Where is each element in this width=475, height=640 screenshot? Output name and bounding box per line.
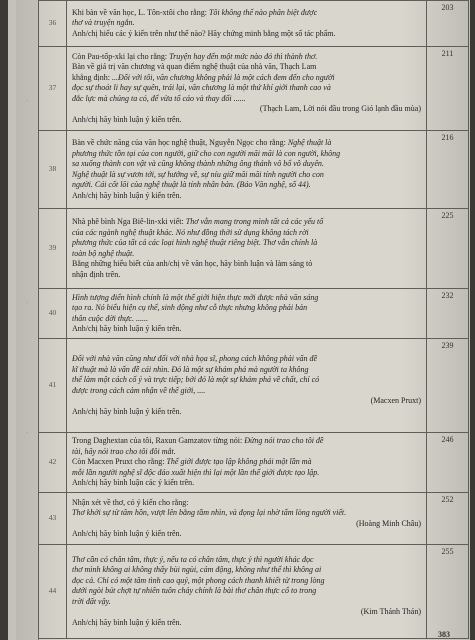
topic-line [72, 407, 421, 418]
plain-text: Trong Daghextan của tôi, Raxun Gamzatov từng nói: [72, 436, 245, 446]
topic-line [72, 529, 421, 540]
quote-text: Truyện hay đến một mức nào đó thì thành thơ. [169, 51, 318, 61]
topic-row [39, 493, 469, 545]
topic-line [72, 191, 421, 202]
topic-number: 39 [39, 209, 67, 289]
topic-line [72, 238, 421, 249]
topic-line [72, 115, 421, 126]
plain-text: Anh/chị hiểu các ý kiến trên như thế nào? Hãy chứng minh bằng một số tác phẩm. [72, 28, 336, 38]
topic-row [39, 1, 469, 47]
topic-line [72, 396, 421, 407]
quote-text: Thơ cần có chân tâm, thực ý, nếu ta có chân tâm, thực ý thì người khác đọc [72, 554, 314, 564]
plain-text: Khi bàn về văn học, L. Tôn-xtôi cho rằng: [72, 7, 209, 17]
quote-text: Tôi không thể nào phân biệt được [208, 7, 318, 17]
topic-line [72, 180, 421, 191]
topic-line [72, 228, 421, 239]
topic-line [72, 138, 421, 149]
topic-line [72, 249, 421, 260]
quote-text: Đối với nhà văn cũng như đối với nhà họa sĩ, phong cách không phải vấn đề [72, 354, 318, 363]
topic-line [72, 29, 421, 40]
topic-line [72, 314, 421, 325]
topic-text [67, 1, 427, 47]
topic-text [67, 131, 427, 209]
quote-text: phương thức tồn tại của con người, giữ cho con người mãi mãi là con người, không [72, 148, 341, 158]
topic-row [39, 433, 469, 493]
quote-text: người. Cái cốt lõi của nghệ thuật là tính nhân bản. (Báo Văn nghệ, số 44). [72, 180, 311, 189]
plain-text: khẳng định: [72, 72, 112, 82]
topic-number: 42 [39, 433, 67, 493]
answer-page-ref: 216 [427, 131, 469, 209]
book-page [8, 0, 470, 640]
quote-text: thể làm một cách cố ý và trực tiếp; bởi đó là một sự khám phá về chất, chỉ có [72, 375, 320, 384]
plain-text: (Kim Thánh Thán) [360, 607, 421, 617]
answer-page-ref: 211 [427, 47, 469, 131]
plain-text: Anh/chị hãy bình luận ý kiến trên. [72, 406, 182, 416]
topic-line [72, 149, 421, 160]
topic-line [72, 478, 421, 489]
quote-text: Đừng nói trao cho tôi đề [244, 436, 324, 446]
page-number: 383 [438, 630, 450, 639]
answer-page-ref: 255 [427, 545, 469, 639]
plain-text: (Thạch Lam, Lời nói đầu trong Gió lạnh đầu mùa) [259, 104, 421, 114]
answer-page-ref: 232 [427, 289, 469, 339]
plain-text: Còn Macxen Pruxt cho rằng: [72, 457, 167, 467]
topic-row [39, 545, 469, 639]
quote-text: được trong cách cảm nhận về thế giới, .... [72, 385, 206, 395]
quote-text: của các ngành nghệ thuật khác. Nó như đồng thời sử dụng không tách rời [72, 227, 309, 237]
topic-line [72, 170, 421, 181]
topic-line [72, 8, 421, 19]
topic-row [39, 339, 469, 433]
quote-text: dưới ngòi bút chợt tự nhiên tuôn chảy chính là bài thơ chân thực cổ to trong [72, 586, 317, 596]
topic-row [39, 47, 469, 131]
topic-line [72, 386, 421, 397]
topic-row [39, 289, 469, 339]
quote-text: sa xuống thành con vật và cũng không thành những ông thánh vô bổ vô duyên. [72, 159, 324, 168]
topic-line [72, 217, 421, 228]
answer-page-ref: 225 [427, 209, 469, 289]
topic-line [72, 94, 421, 105]
topic-line [72, 259, 421, 270]
topic-line [72, 586, 421, 597]
margin-mark: · [26, 300, 28, 306]
quote-text: thơ và truyện ngắn. [72, 18, 135, 28]
topic-line [72, 270, 421, 281]
essay-topics-table [38, 0, 469, 639]
topic-line [72, 52, 421, 63]
quote-text: Thơ khởi sự từ tâm hồn, vượt lên bằng tầm nhìn, và đọng lại nhờ tấm lòng người viết. [72, 508, 347, 517]
topic-line [72, 104, 421, 115]
topic-line [72, 565, 421, 576]
plain-text: Anh/chị hãy bình luận ý kiến trên. [72, 529, 182, 538]
topic-row [39, 209, 469, 289]
quote-text: tạo ra. Nó biểu hiện cụ thể, sinh động như cỗ thực nhưng không phải bản [72, 303, 308, 312]
plain-text: (Macxen Pruxt) [370, 396, 421, 405]
quote-text: thơ mình không ai không thấy bùi ngùi, cảm động, không như thể thì không ai [72, 565, 322, 575]
plain-text: Nhà phê bình Nga Biê-lin-xki viết: [72, 217, 186, 226]
topic-line [72, 293, 421, 304]
margin-mark: · [26, 430, 28, 436]
topic-line [72, 607, 421, 618]
topic-line [72, 62, 421, 73]
topic-number: 37 [39, 47, 67, 131]
topic-line [72, 365, 421, 376]
topic-line [72, 597, 421, 608]
topic-line [72, 508, 421, 519]
binding-margin [16, 0, 39, 640]
topic-number: 38 [39, 131, 67, 209]
plain-text: (Hoàng Minh Châu) [356, 518, 421, 528]
topic-row [39, 131, 469, 209]
topic-text [67, 433, 427, 493]
topic-line [72, 303, 421, 314]
quote-text: kĩ thuật mà là vấn đề cái nhìn. Đó là một sự khám phá mà người ta không [72, 364, 309, 374]
quote-text: đắc lực mà chúng ta có, để vừa tố cáo và thay đổi ...... [72, 93, 246, 103]
topic-number: 44 [39, 545, 67, 639]
topic-line [72, 457, 421, 468]
topic-text [67, 493, 427, 545]
quote-text: phương thức của tất cả các loại hình nghệ thuật riêng biệt. Thơ vẫn chính là [72, 238, 318, 247]
answer-page-ref: 203 [427, 1, 469, 47]
quote-text: thân cuộc đời thực. ...... [72, 313, 148, 323]
plain-text: nhận định trên. [72, 269, 121, 279]
topic-text [67, 289, 427, 339]
quote-text: mỗi lần người nghệ sĩ độc đáo xuất hiện thì lại một lần thế giới được tạo lập. [72, 467, 320, 477]
plain-text: Anh/chị hãy bình luận các ý kiến trên. [72, 478, 195, 488]
quote-text: Nghệ thuật là sự vươn tới, sự hướng về, sự níu giữ mãi mãi tính người cho con [72, 169, 324, 179]
topic-line [72, 324, 421, 335]
topic-line [72, 555, 421, 566]
plain-text: Anh/chị hãy bình luận ý kiến trên. [72, 617, 182, 627]
topic-line [72, 436, 421, 447]
plain-text: Nhận xét về thơ, có ý kiến cho rằng: [72, 497, 189, 507]
topic-line [72, 375, 421, 386]
plain-text: Bằng những hiểu biết của anh/chị về văn học, hãy bình luận và làm sáng tỏ [72, 259, 313, 268]
quote-text: đọc sự thoát li hay sự quên, trái lại, văn chương là một thứ khí giới thanh cao và [72, 83, 331, 93]
plain-text: Bàn về giá trị văn chương và quan điểm nghệ thuật của nhà văn, Thạch Lam [72, 62, 317, 72]
answer-page-ref: 239 [427, 339, 469, 433]
quote-text: tài, hãy nói trao cho tôi đôi mắt. [72, 446, 176, 456]
plain-text: Anh/chị hãy bình luận ý kiến trên. [72, 114, 182, 124]
plain-text: Bàn về chức năng của văn học nghệ thuật, Nguyễn Ngọc cho rằng: [72, 138, 288, 147]
topic-text [67, 47, 427, 131]
topic-text [67, 339, 427, 433]
topic-text [67, 209, 427, 289]
topic-number: 41 [39, 339, 67, 433]
topic-line [72, 18, 421, 29]
topic-number: 40 [39, 289, 67, 339]
quote-text: ...Đối với tôi, văn chương không phải là một cách đem đến cho người [112, 72, 335, 82]
quote-text: toàn bộ nghệ thuật. [72, 248, 135, 258]
topic-line [72, 159, 421, 170]
topic-text [67, 545, 427, 639]
quote-text: đọc cả. Chỉ có một tâm tình cao quý, một phong cách thanh khiết từ trong lòng [72, 575, 325, 585]
topic-number: 43 [39, 493, 67, 545]
topic-line [72, 83, 421, 94]
topic-line [72, 447, 421, 458]
margin-mark: · [26, 98, 28, 104]
answer-page-ref: 252 [427, 493, 469, 545]
topic-line [72, 468, 421, 479]
topic-number: 36 [39, 1, 67, 47]
plain-text: Anh/chị hãy bình luận ý kiến trên. [72, 324, 182, 333]
quote-text: Thế giới được tạo lập không phải một lần mà [166, 457, 312, 467]
quote-text: Nghệ thuật là [287, 138, 332, 147]
plain-text: Còn Pau-tốp-xki lại cho rằng: [72, 51, 170, 61]
quote-text: trời đất vậy. [72, 596, 111, 606]
plain-text: Anh/chị hãy bình luận ý kiến trên. [72, 190, 182, 200]
topic-line [72, 498, 421, 509]
quote-text: Thơ vẫn mang trong mình tất cả các yếu tố [185, 217, 324, 226]
answer-page-ref: 246 [427, 433, 469, 493]
topic-line [72, 73, 421, 84]
quote-text: Hình tượng điển hình chính là một thế giới hiện thực mới được nhà văn sáng [72, 292, 319, 302]
topic-line [72, 354, 421, 365]
topic-line [72, 618, 421, 629]
topic-line [72, 519, 421, 530]
topic-line [72, 576, 421, 587]
